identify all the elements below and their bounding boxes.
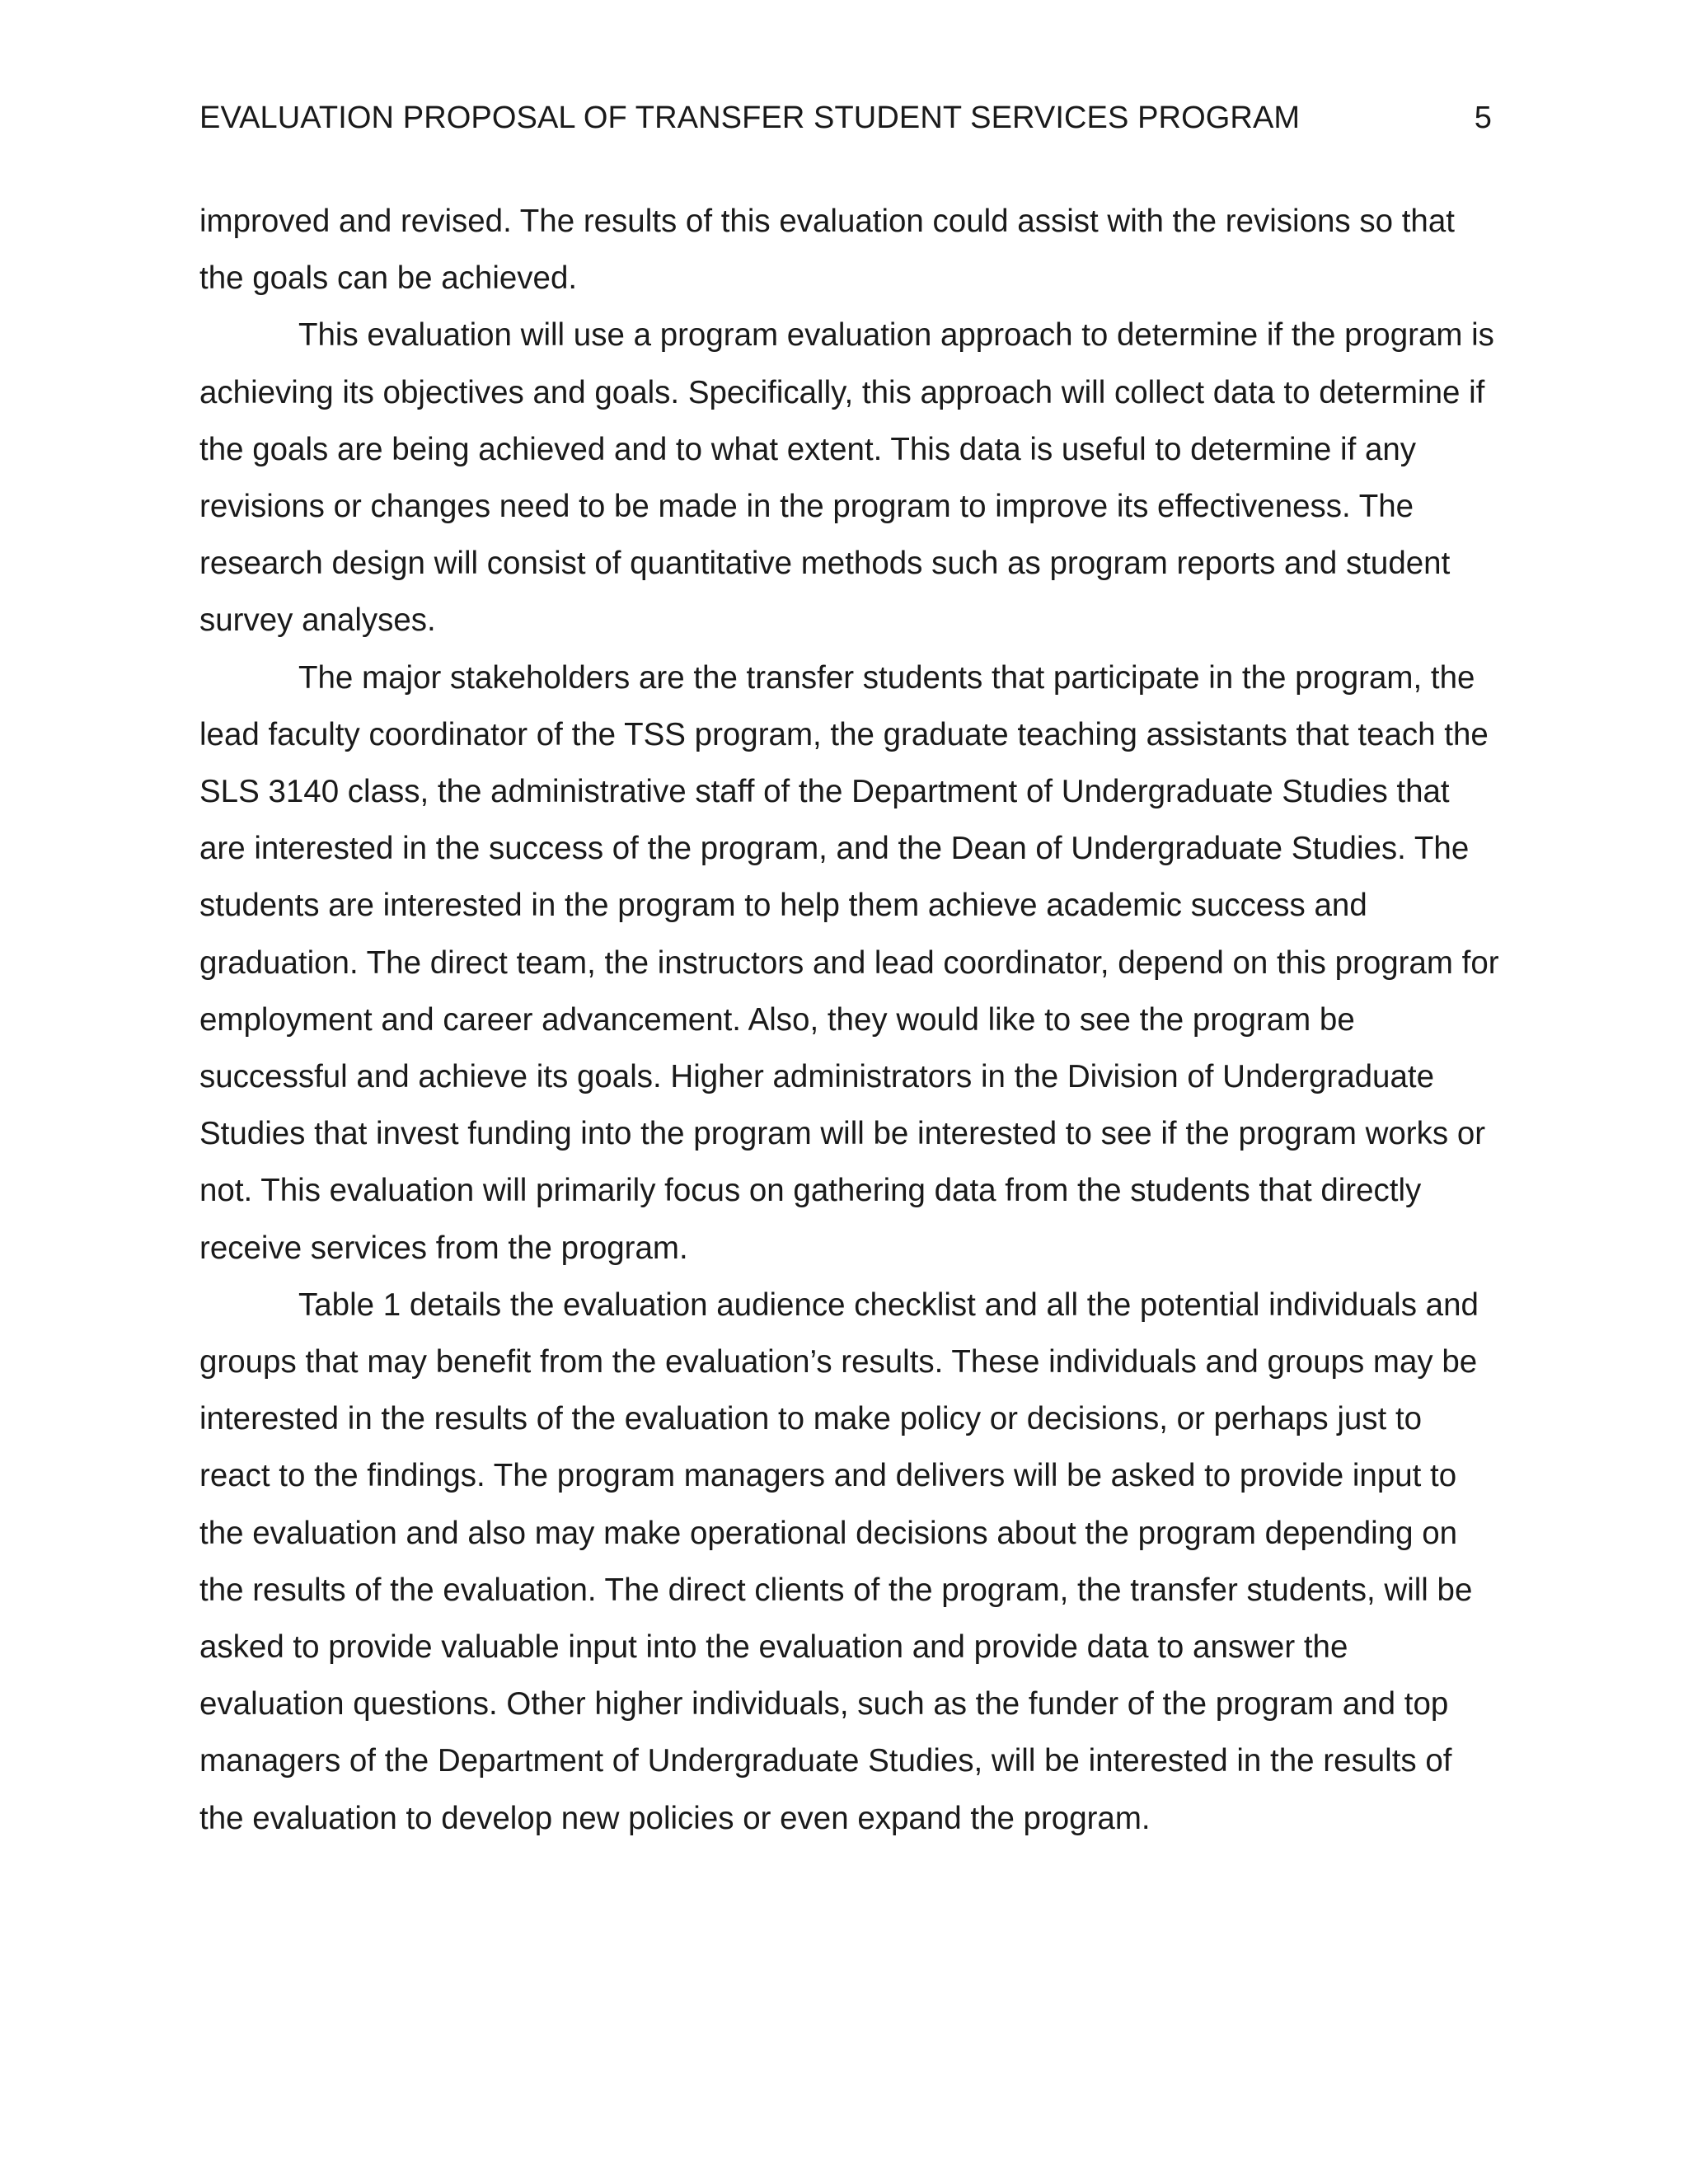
paragraph-continuation: improved and revised. The results of this evaluation could assist with the revisions so that the goals can be achieved. bbox=[199, 204, 1455, 297]
body-text bbox=[199, 193, 1500, 1847]
page-number: 5 bbox=[1474, 101, 1492, 135]
running-head-title: EVALUATION PROPOSAL OF TRANSFER STUDENT SERVICES PROGRAM bbox=[199, 101, 1301, 135]
paragraph-stakeholders: The major stakeholders are the transfer students that participate in the program, the lead faculty coordinator of the TSS program, the graduate teaching assistants that teach the SLS 3140 class, the administrative staff of the Department of Undergraduate Studies that are interested in the success of the program, and the Dean of Undergraduate Studies. The students are interested in the program to help them achieve academic success and graduation. The direct team, the instructors and lead coordinator, depend on this program for employment and career advancement. Also, they would like to see the program be successful and achieve its goals. Higher administrators in the Division of Undergraduate Studies that invest funding into the program will be interested to see if the program works or not. This evaluation will primarily focus on gathering data from the students that directly receive services from the program. bbox=[199, 659, 1499, 1266]
running-head bbox=[199, 97, 1492, 138]
paragraph-audience-checklist: Table 1 details the evaluation audience checklist and all the potential individuals and groups that may benefit from the evaluation’s results. These individuals and groups may be interested in the results of the evaluation to make policy or decisions, or perhaps just to react to the findings. The program managers and delivers will be asked to provide input to the evaluation and also may make operational decisions about the program depending on the results of the evaluation. The direct clients of the program, the transfer students, will be asked to provide valuable input into the evaluation and provide data to answer the evaluation questions. Other higher individuals, such as the funder of the program and top managers of the Department of Undergraduate Studies, will be interested in the results of the evaluation to develop new policies or even expand the program. bbox=[199, 1286, 1479, 1836]
paragraph-evaluation-approach: This evaluation will use a program evaluation approach to determine if the program is achieving its objectives and goals. Specifically, this approach will collect data to determine if the goals are being achieved and to what extent. This data is useful to determine if any revisions or changes need to be made in the program to improve its effectiveness. The research design will consist of quantitative methods such as program reports and student survey analyses. bbox=[199, 317, 1494, 639]
